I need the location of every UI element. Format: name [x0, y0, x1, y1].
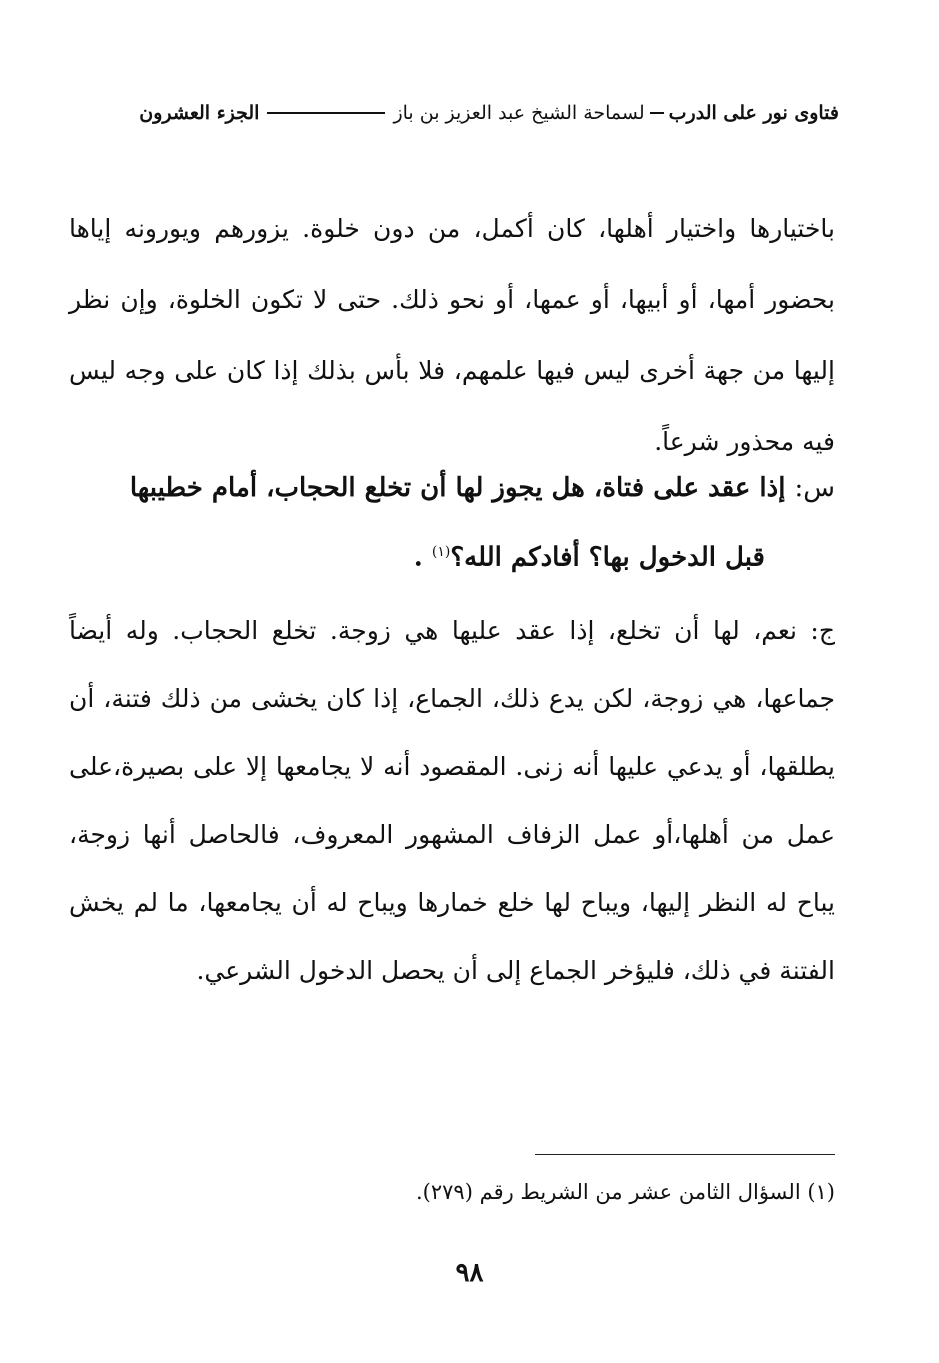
question-line-1: إذا عقد على فتاة، هل يجوز لها أن تخلع الحجاب، أمام خطيبها: [129, 473, 786, 503]
header-part: الجزء العشرون: [139, 102, 260, 124]
question-end: .: [413, 542, 423, 573]
header-separator-long: [267, 112, 385, 114]
footnote-divider: [535, 1154, 835, 1155]
question-block: [69, 456, 835, 590]
question-line-2: قبل الدخول بها؟ أفادكم الله؟: [450, 542, 765, 573]
page-number: ٩٨: [455, 1258, 484, 1288]
answer-paragraph: ج: نعم، لها أن تخلع، إذا عقد عليها هي زوجة. تخلع الحجاب. وله أيضاً جماعها، هي زوجة، لكن يدع ذلك، الجماع، إذا كان يخشى من ذلك فتنة، أن يطلقها، أو يدعي عليها أنه زنى. المقصود أنه لا يجامعها إلا على بصيرة،على عمل من أهلها،أو عمل الزفاف المشهور المعروف، فالحاصل أنها زوجة، يباح له النظر إليها، ويباح لها خلع خمارها ويباح له أن يجامعها، ما لم يخش الفتنة في ذلك، فليؤخر الجماع إلى أن يحصل الدخول الشرعي.: [69, 616, 835, 985]
header-book-title: فتاوى نور على الدرب: [668, 102, 839, 124]
question-prefix: س:: [794, 473, 835, 503]
running-header: [99, 96, 839, 130]
paragraph-continuation: باختيارها واختيار أهلها، كان أكمل، من دون خلوة. يزورهم ويورونه إياها بحضور أمها، أو أبيها، أو عمها، أو نحو ذلك. حتى لا تكون الخلوة، وإن نظر إليها من جهة أخرى ليس فيها علمهم، فلا بأس بذلك إذا كان على وجه ليس فيه محذور شرعاً.: [69, 214, 835, 456]
header-author: لسماحة الشيخ عبد العزيز بن باز: [393, 102, 645, 124]
question-line-2-wrap: [69, 520, 835, 590]
footnote: (١) السؤال الثامن عشر من الشريط رقم (٢٧٩).: [416, 1180, 835, 1204]
footnote-marker: (١): [431, 544, 451, 560]
header-separator-short: [650, 112, 664, 114]
